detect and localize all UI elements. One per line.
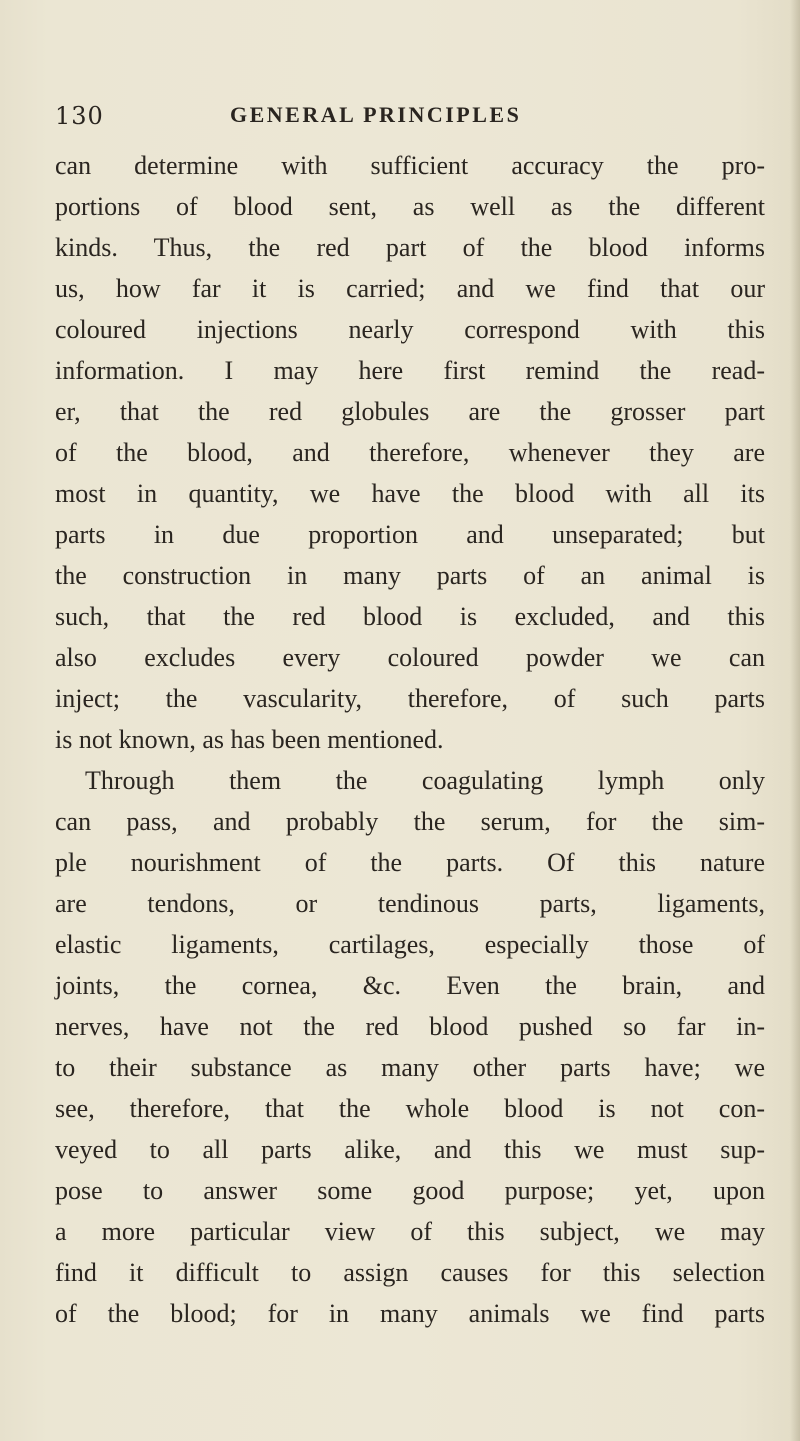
text-line: inject; the vascularity, therefore, of such parts [55,684,765,713]
text-line-paragraph-end: is not known, as has been mentioned. [55,725,444,754]
text-line: such, that the red blood is excluded, and this [55,602,765,631]
text-line: veyed to all parts alike, and this we must sup- [55,1135,765,1164]
text-line: are tendons, or tendinous parts, ligaments, [55,889,765,918]
text-line: the construction in many parts of an animal is [55,561,765,590]
text-line: er, that the red globules are the grosser part [55,397,765,426]
running-head: GENERAL PRINCIPLES [230,102,522,127]
text-line: portions of blood sent, as well as the different [55,192,765,221]
text-line: of the blood; for in many animals we find parts [55,1299,765,1328]
text-line-paragraph-start: Through them the coagulating lymph only [85,766,765,795]
text-line: of the blood, and therefore, whenever they are [55,438,765,467]
text-line: can determine with sufficient accuracy the pro- [55,151,765,180]
text-line: find it difficult to assign causes for this selection [55,1258,765,1287]
text-line: coloured injections nearly correspond with this [55,315,765,344]
text-line: nerves, have not the red blood pushed so far in- [55,1012,765,1041]
text-line: ple nourishment of the parts. Of this nature [55,848,765,877]
text-line: also excludes every coloured powder we can [55,643,765,672]
text-line: see, therefore, that the whole blood is not con- [55,1094,765,1123]
text-line: can pass, and probably the serum, for the sim- [55,807,765,836]
page-header [55,102,755,138]
page-number: 130 [55,102,104,130]
page-edge-shadow [790,0,800,1441]
text-line: to their substance as many other parts have; we [55,1053,765,1082]
text-line: joints, the cornea, &c. Even the brain, and [55,971,765,1000]
body-text [55,145,765,1334]
text-line: kinds. Thus, the red part of the blood informs [55,233,765,262]
text-line: elastic ligaments, cartilages, especially those of [55,930,765,959]
text-line: most in quantity, we have the blood with all its [55,479,765,508]
text-line: us, how far it is carried; and we find that our [55,274,765,303]
text-line: parts in due proportion and unseparated; but [55,520,765,549]
text-line: pose to answer some good purpose; yet, upon [55,1176,765,1205]
text-line: a more particular view of this subject, we may [55,1217,765,1246]
text-line: information. I may here first remind the read- [55,356,765,385]
